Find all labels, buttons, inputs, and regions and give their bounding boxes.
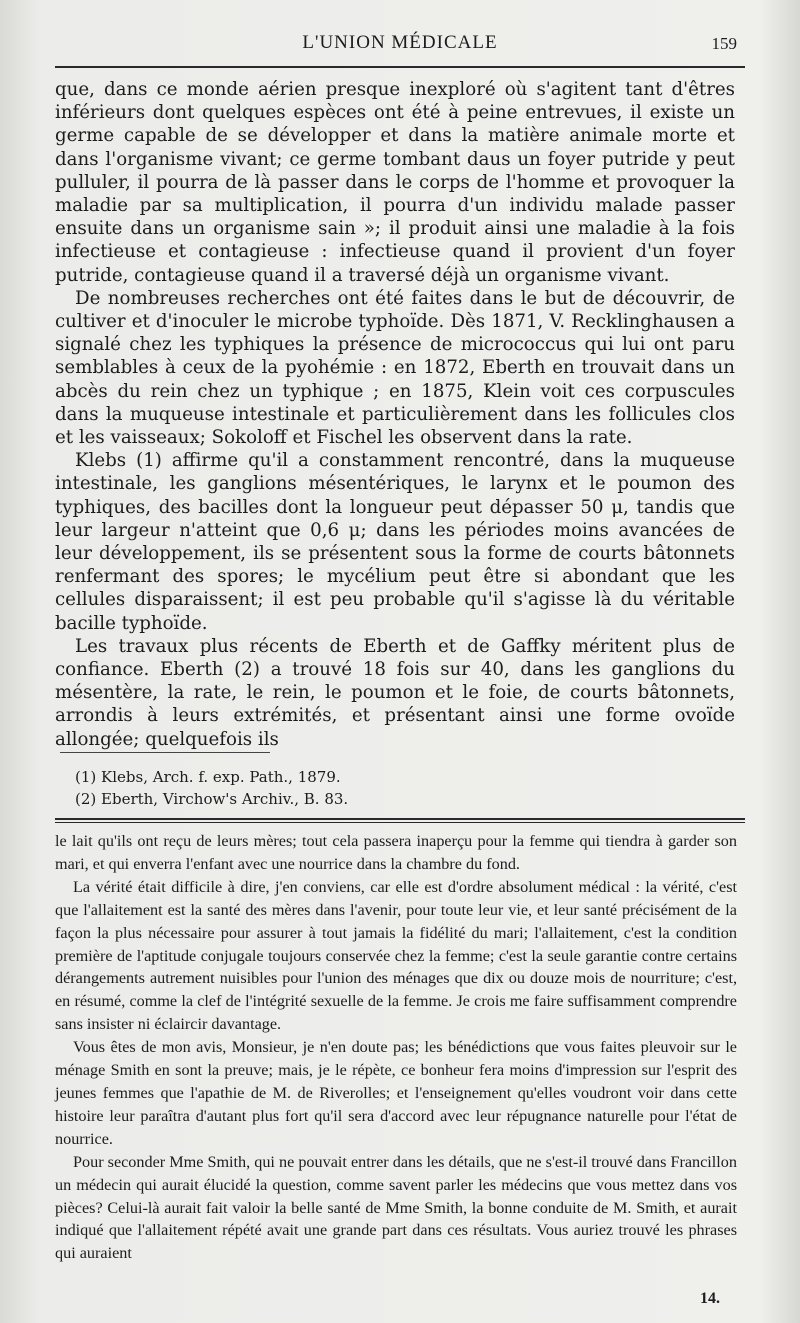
article-paragraph: Klebs (1) affirme qu'il a constamment rencontré, dans la muqueuse intestinale, les ganglions mésentériques, le larynx et le poumon des typhiques, des bacilles dont la longueur peut dépasser 50 μ, tandis que leur largeur n'atteint que 0,6 μ; dans les périodes moins avancées de leur développement, ils se présentent sous la forme de courts bâtonnets renfermant des spores; le mycélium peut être si abondant que les cellules disparaissent; il est peu probable qu'il s'agisse là du véritable bacille typhoïde. <box>55 450 735 634</box>
article-paragraph: De nombreuses recherches ont été faites dans le but de découvrir, de cultiver et d'inoculer le microbe typhoïde. Dès 1871, V. Recklinghausen a signalé chez les typhiques la présence de micrococcus qui lui ont paru semblables à ceux de la pyohémie : en 1872, Eberth en trouvait dans un abcès du rein chez un typhique ; en 1875, Klein voit ces corpuscules dans la muqueuse intestinale et particulièrement dans les follicules clos et les vaisseaux; Sokoloff et Fischel les observent dans la rate. <box>55 287 735 449</box>
article-paragraph: Les travaux plus récents de Eberth et de Gaffky méritent plus de confiance. Eberth (2) a trouvé 18 fois sur 40, dans les ganglions du mésentère, la rate, le rein, le poumon et le foie, de courts bâtonnets, arrondis à leurs extrémités, et présentant ainsi une forme ovoïde allongée; quelquefois ils <box>55 635 735 750</box>
section-divider-thin <box>55 822 745 823</box>
running-header <box>55 32 745 60</box>
footnote: (2) Eberth, Virchow's Archiv., B. 83. <box>75 790 349 808</box>
feuilleton-paragraph: Pour seconder Mme Smith, qui ne pouvait entrer dans les détails, que ne s'est-il trouvé dans Francillon un médecin qui aurait élucidé la question, comme savent parler les médecins que vous mettez dans vos pièces? Celui-là aurait fait valoir la belle santé de Mme Smith, la bonne conduite de M. Smith, et aurait indiqué que l'allaitement répété avait une grande part dans ces résultats. Vous auriez trouvé les phrases qui auraient <box>55 1152 737 1263</box>
section-divider <box>55 818 745 820</box>
feuilleton-paragraph: le lait qu'ils ont reçu de leurs mères; tout cela passera inaperçu pour la femme qui tiendra à garder son mari, et qui enverra l'enfant avec une nourrice dans la chambre du fond. <box>55 832 737 873</box>
feuilleton-body <box>55 830 737 1265</box>
journal-title: L'UNION MÉDICALE <box>302 32 498 53</box>
footnote-rule <box>60 752 270 753</box>
signature-mark: 14. <box>700 1290 720 1307</box>
footnotes <box>75 766 735 810</box>
page-number: 159 <box>711 34 737 53</box>
header-rule <box>55 66 745 68</box>
footnote: (1) Klebs, Arch. f. exp. Path., 1879. <box>75 768 341 786</box>
article-paragraph: que, dans ce monde aérien presque inexploré où s'agitent tant d'êtres inférieurs dont quelques espèces ont été à peine entrevues, il existe un germe capable de se développer et dans la matière animale morte et dans l'organisme vivant; ce germe tombant daus un foyer putride y peut pulluler, il pourra de là passer dans le corps de l'homme et provoquer la maladie par sa multiplication, il pourra d'un individu malade passer ensuite dans un organisme sain »; il produit ainsi une maladie à la fois infectieuse et contagieuse : infectieuse quand il provient d'un foyer putride, contagieuse quand il a traversé déjà un organisme vivant. <box>55 79 735 286</box>
feuilleton-paragraph: Vous êtes de mon avis, Monsieur, je n'en doute pas; les bénédictions que vous faites pleuvoir sur le ménage Smith en sont la preuve; mais, je le répète, ce bonheur fera moins d'impression sur l'esprit des jeunes femmes que l'apathie de M. de Riverolles; et l'enseignement qu'elles voudront voir dans cette histoire leur paraîtra d'autant plus fort qu'il sera d'accord avec leur répugnance naturelle pour l'état de nourrice. <box>55 1038 737 1148</box>
article-body <box>55 78 735 751</box>
feuilleton-paragraph: La vérité était difficile à dire, j'en conviens, car elle est d'ordre absolument médical : la vérité, c'est que l'allaitement est la santé des mères dans l'avenir, pour toute leur vie, et leur santé précisément de la façon la plus nécessaire pour assurer à tout jamais la fidélité du mari; l'allaitement, c'est la condition première de l'aptitude conjugale toujours conservée chez la femme; c'est la seule garantie contre certains dérangements autrement nuisibles pour l'union des ménages que dix ou douze mois de nourriture; c'est, en résumé, comme la clef de l'intégrité sexuelle de la femme. Je crois me faire suffisamment comprendre sans insister ni éclaircir davantage. <box>55 877 737 1034</box>
